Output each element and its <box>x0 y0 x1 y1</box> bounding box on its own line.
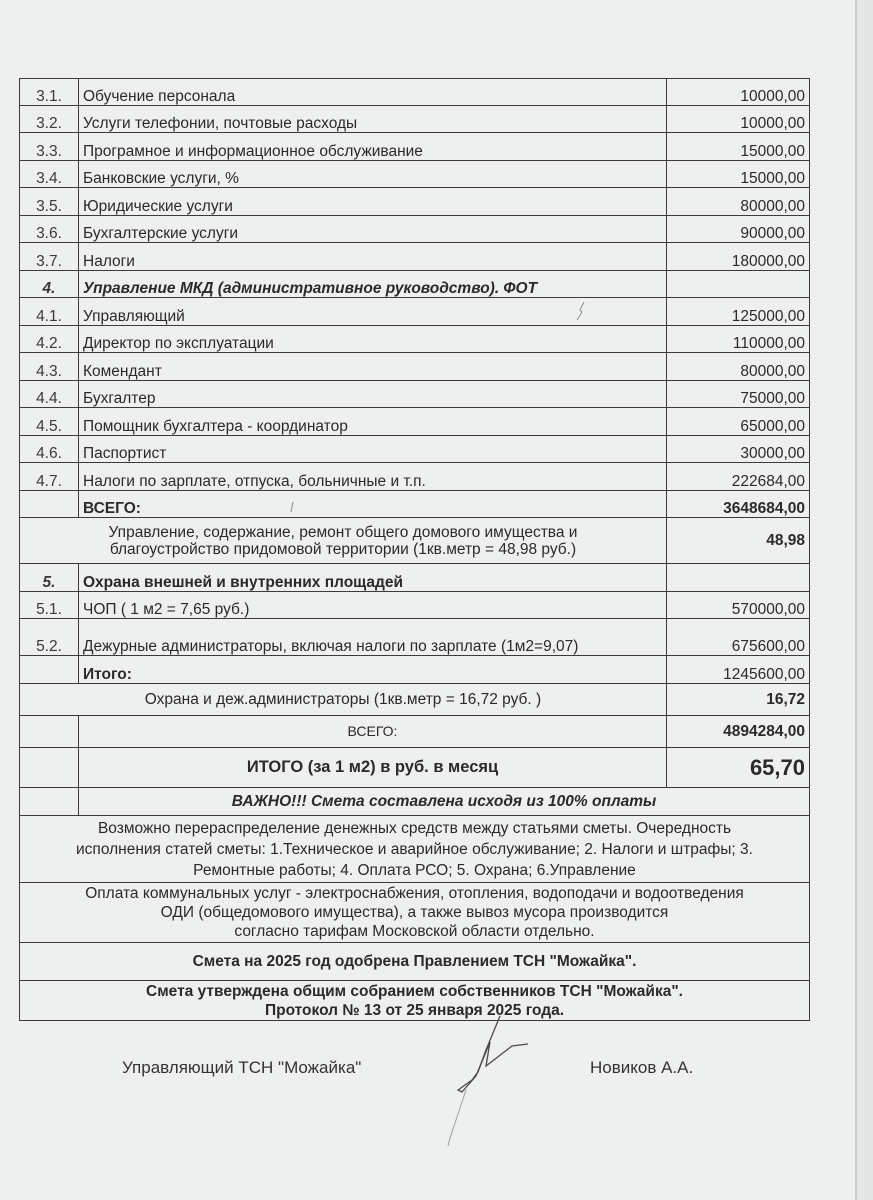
row-value: 30000,00 <box>667 436 810 463</box>
empty-cell <box>20 716 79 748</box>
table-row <box>20 463 810 491</box>
row-label: Налоги <box>79 243 667 271</box>
row-number: 4.6. <box>20 436 79 463</box>
subtotal-value: 1245600,00 <box>667 656 810 684</box>
row-label: Бухгалтер <box>79 381 667 408</box>
note-line: Ремонтные работы; 4. Оплата РСО; 5. Охрана; 6.Управление <box>193 861 636 879</box>
row-value: 90000,00 <box>667 216 810 243</box>
table-row <box>20 592 810 619</box>
row-value: 75000,00 <box>667 381 810 408</box>
empty-cell <box>20 491 79 518</box>
table-row <box>20 79 810 106</box>
row-value: 570000,00 <box>667 592 810 619</box>
important-row <box>20 788 810 816</box>
per-m2-row <box>20 684 810 716</box>
signatory-position: Управляющий ТСН "Можайка" <box>122 1058 362 1077</box>
total-label: ВСЕГО: <box>79 491 667 518</box>
grand-total-row <box>20 716 810 748</box>
section-header-row <box>20 564 810 592</box>
note-row <box>20 981 810 1021</box>
section-title: Охрана внешней и внутренних площадей <box>79 564 667 592</box>
subtotal-label: Итого: <box>79 656 667 684</box>
note-line: исполнения статей сметы: 1.Техническое и аварийное обслуживание; 2. Налоги и штрафы; 3. <box>76 840 753 858</box>
row-label: Банковские услуги, % <box>79 161 667 188</box>
table-row <box>20 216 810 243</box>
row-value: 10000,00 <box>667 106 810 133</box>
scan-edge-line <box>855 0 857 1200</box>
section-number: 4. <box>20 271 79 298</box>
row-number: 4.1. <box>20 298 79 326</box>
approved-meeting-note <box>20 981 810 1021</box>
row-value: 65000,00 <box>667 408 810 436</box>
note-line: Оплата коммунальных услуг - электроснабжения, отопления, водоподачи и водоотведения <box>85 885 744 902</box>
per-m2-description <box>20 518 667 564</box>
table-row <box>20 188 810 216</box>
note-row <box>20 816 810 883</box>
empty-cell <box>20 748 79 788</box>
redistribution-note <box>20 816 810 883</box>
section-number: 5. <box>20 564 79 592</box>
row-value: 15000,00 <box>667 133 810 161</box>
per-m2-line: Управление, содержание, ремонт общего домового имущества и <box>108 523 578 541</box>
row-value: 222684,00 <box>667 463 810 491</box>
signatory-name: Новиков А.А. <box>590 1058 694 1077</box>
row-number: 4.2. <box>20 326 79 353</box>
table-row <box>20 408 810 436</box>
utilities-note <box>20 883 810 943</box>
handwritten-signature <box>420 1010 560 1150</box>
table-row <box>20 298 810 326</box>
note-row <box>20 883 810 943</box>
row-label: ЧОП ( 1 м2 = 7,65 руб.) <box>79 592 667 619</box>
row-number: 3.7. <box>20 243 79 271</box>
row-number: 5.1. <box>20 592 79 619</box>
row-label: Обучение персонала <box>79 79 667 106</box>
row-value: 15000,00 <box>667 161 810 188</box>
note-line: согласно тарифам Московской области отдельно. <box>234 923 595 940</box>
per-m2-total-value: 65,70 <box>667 748 810 788</box>
note-line: Возможно перераспределение денежных средств между статьями сметы. Очередность <box>97 819 732 837</box>
row-value: 80000,00 <box>667 188 810 216</box>
empty-cell <box>667 271 810 298</box>
section-header-row <box>20 271 810 298</box>
row-number: 4.7. <box>20 463 79 491</box>
row-label: Дежурные администраторы, включая налоги по зарплате (1м2=9,07) <box>79 619 667 656</box>
row-number: 3.6. <box>20 216 79 243</box>
row-value: 675600,00 <box>667 619 810 656</box>
section-subtotal-row <box>20 656 810 684</box>
row-number: 3.5. <box>20 188 79 216</box>
empty-cell <box>20 788 79 816</box>
row-number: 5.2. <box>20 619 79 656</box>
pen-mark <box>574 300 588 322</box>
note-row <box>20 943 810 981</box>
row-label: Комендант <box>79 353 667 381</box>
row-number: 4.4. <box>20 381 79 408</box>
table-row <box>20 133 810 161</box>
row-number: 4.3. <box>20 353 79 381</box>
note-line: Смета утверждена общим собранием собственников ТСН "Можайка". <box>146 982 683 1000</box>
scan-edge <box>857 0 873 1200</box>
row-label: Управляющий <box>79 298 667 326</box>
table-row <box>20 326 810 353</box>
row-label: Услуги телефонии, почтовые расходы <box>79 106 667 133</box>
grand-total-value: 4894284,00 <box>667 716 810 748</box>
per-m2-value: 48,98 <box>667 518 810 564</box>
table-row <box>20 106 810 133</box>
empty-cell <box>667 564 810 592</box>
row-value: 10000,00 <box>667 79 810 106</box>
table-row <box>20 243 810 271</box>
table-row <box>20 619 810 656</box>
section-title: Управление МКД (административное руководство). ФОТ <box>79 271 667 298</box>
grand-total-label: ВСЕГО: <box>79 716 667 748</box>
row-value: 80000,00 <box>667 353 810 381</box>
table-row <box>20 381 810 408</box>
row-label: Директор по эксплуатации <box>79 326 667 353</box>
per-m2-total-label: ИТОГО (за 1 м2) в руб. в месяц <box>79 748 667 788</box>
row-label: Паспортист <box>79 436 667 463</box>
section-total-row <box>20 491 810 518</box>
row-number: 3.3. <box>20 133 79 161</box>
approved-board-note: Смета на 2025 год одобрена Правлением ТСН "Можайка". <box>20 943 810 981</box>
table-row <box>20 161 810 188</box>
row-label: Бухгалтерские услуги <box>79 216 667 243</box>
table-row <box>20 353 810 381</box>
per-m2-total-row <box>20 748 810 788</box>
per-m2-row <box>20 518 810 564</box>
row-label: Налоги по зарплате, отпуска, больничные и т.п. <box>79 463 667 491</box>
pen-mark <box>288 500 296 514</box>
row-number: 3.4. <box>20 161 79 188</box>
row-number: 3.1. <box>20 79 79 106</box>
row-label: Помощник бухгалтера - координатор <box>79 408 667 436</box>
empty-cell <box>20 656 79 684</box>
row-value: 110000,00 <box>667 326 810 353</box>
row-value: 180000,00 <box>667 243 810 271</box>
table-row <box>20 436 810 463</box>
budget-table <box>19 78 810 1021</box>
per-m2-line: благоустройство придомовой территории (1кв.метр = 48,98 руб.) <box>109 540 577 558</box>
row-label: Програмное и информационное обслуживание <box>79 133 667 161</box>
row-label: Юридические услуги <box>79 188 667 216</box>
important-note: ВАЖНО!!! Смета составлена исходя из 100% оплаты <box>79 788 810 816</box>
row-number: 3.2. <box>20 106 79 133</box>
total-value: 3648684,00 <box>667 491 810 518</box>
row-value: 125000,00 <box>667 298 810 326</box>
row-number: 4.5. <box>20 408 79 436</box>
per-m2-description: Охрана и деж.администраторы (1кв.метр = 16,72 руб. ) <box>20 684 667 716</box>
per-m2-value: 16,72 <box>667 684 810 716</box>
note-line: Протокол № 13 от 25 января 2025 года. <box>264 1001 565 1019</box>
note-line: ОДИ (общедомового имущества), а также вывоз мусора производится <box>160 904 669 921</box>
